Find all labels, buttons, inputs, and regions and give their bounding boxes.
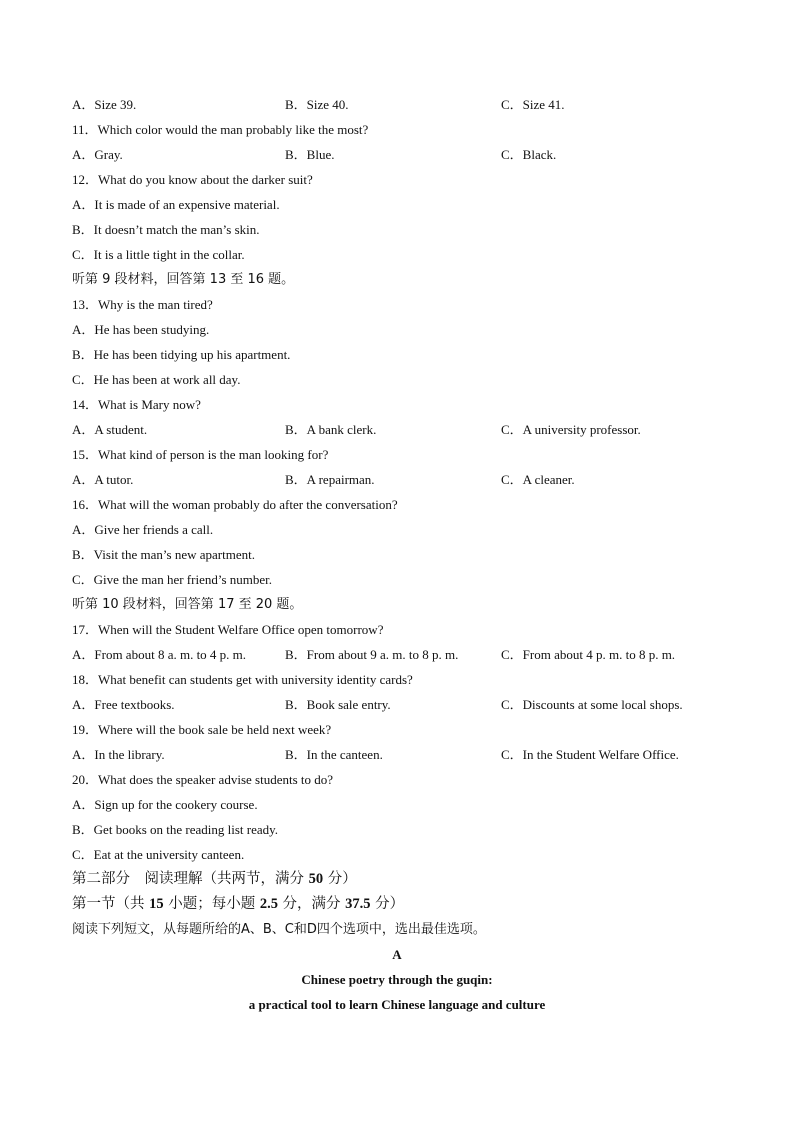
q18-option-c: C．Discounts at some local shops. — [501, 697, 683, 712]
section-1-mid1: 小题；每小题 — [163, 896, 260, 912]
q16-stem: 16．What will the woman probably do after the conversation? — [72, 497, 398, 512]
q15-option-c: C．A cleaner. — [501, 472, 575, 487]
q19-stem: 19．Where will the book sale be held next week? — [72, 722, 332, 737]
section-1-count: 15 — [149, 896, 164, 912]
q18-options — [72, 692, 722, 717]
part-2-heading-post: 分） — [323, 871, 357, 887]
q13-option-c: C．He has been at work all day. — [72, 372, 241, 387]
q17-options — [72, 642, 722, 667]
part-2-heading — [72, 867, 722, 892]
q17-stem: 17．When will the Student Welfare Office open tomorrow? — [72, 622, 384, 637]
part-2-score: 50 — [308, 871, 324, 887]
q14-option-b: B．A bank clerk. — [285, 422, 377, 437]
passage-9-instruction: 听第 9 段材料，回答第 13 至 16 题。 — [72, 272, 295, 287]
q14-option-a: A．A student. — [72, 422, 148, 437]
q20-stem: 20．What does the speaker advise students to do? — [72, 772, 334, 787]
q12-option-a: A．It is made of an expensive material. — [72, 197, 280, 212]
q19-option-c: C．In the Student Welfare Office. — [501, 747, 679, 762]
section-1-pre: 第一节（共 — [72, 896, 150, 912]
q13-option-b: B．He has been tidying up his apartment. — [72, 347, 291, 362]
q14-option-c: C．A university professor. — [501, 422, 641, 437]
q14-options — [72, 417, 722, 442]
q12-stem: 12．What do you know about the darker suit? — [72, 172, 313, 187]
q15-stem: 15．What kind of person is the man looking for? — [72, 447, 329, 462]
q13-stem: 13．Why is the man tired? — [72, 297, 213, 312]
q20-option-a: A．Sign up for the cookery course. — [72, 797, 258, 812]
q13-option-a: A．He has been studying. — [72, 322, 210, 337]
q11-option-c: C．Black. — [501, 147, 557, 162]
section-1-post: 分） — [370, 896, 405, 912]
q16-option-c: C．Give the man her friend’s number. — [72, 572, 273, 587]
q10-options — [72, 92, 722, 117]
q18-option-b: B．Book sale entry. — [285, 697, 391, 712]
q15-options — [72, 467, 722, 492]
q17-option-a: A．From about 8 a. m. to 4 p. m. — [72, 647, 247, 662]
section-1-heading — [72, 892, 722, 917]
article-title-line-2: a practical tool to learn Chinese language and culture — [248, 997, 546, 1012]
q16-option-a: A．Give her friends a call. — [72, 522, 214, 537]
q19-options — [72, 742, 722, 767]
q15-option-a: A．A tutor. — [72, 472, 134, 487]
q17-option-b: B．From about 9 a. m. to 8 p. m. — [285, 647, 459, 662]
page-content — [72, 92, 722, 1017]
reading-instruction: 阅读下列短文，从每题所给的A、B、C和D四个选项中，选出最佳选项。 — [72, 922, 486, 937]
passage-10-instruction: 听第 10 段材料，回答第 17 至 20 题。 — [72, 597, 303, 612]
article-title-line-1: Chinese poetry through the guqin: — [301, 972, 493, 987]
q20-option-c: C．Eat at the university canteen. — [72, 847, 245, 862]
section-1-total: 37.5 — [345, 896, 371, 912]
section-1-each: 2.5 — [259, 896, 278, 912]
q10-option-c: C．Size 41. — [501, 97, 565, 112]
q20-option-b: B．Get books on the reading list ready. — [72, 822, 279, 837]
q10-option-a: A．Size 39. — [72, 97, 137, 112]
passage-label: A — [392, 947, 402, 962]
part-2-heading-pre: 第二部分 阅读理解（共两节，满分 — [72, 871, 309, 887]
q18-stem: 18．What benefit can students get with university identity cards? — [72, 672, 413, 687]
q11-option-b: B．Blue. — [285, 147, 335, 162]
section-1-mid2: 分，满分 — [277, 896, 346, 912]
q12-option-b: B．It doesn’t match the man’s skin. — [72, 222, 260, 237]
q11-options — [72, 142, 722, 167]
q14-stem: 14．What is Mary now? — [72, 397, 201, 412]
q11-stem: 11．Which color would the man probably like the most? — [72, 122, 369, 137]
q18-option-a: A．Free textbooks. — [72, 697, 175, 712]
q17-option-c: C．From about 4 p. m. to 8 p. m. — [501, 647, 676, 662]
q11-option-a: A．Gray. — [72, 147, 123, 162]
q19-option-a: A．In the library. — [72, 747, 165, 762]
q10-option-b: B．Size 40. — [285, 97, 349, 112]
q19-option-b: B．In the canteen. — [285, 747, 383, 762]
q12-option-c: C．It is a little tight in the collar. — [72, 247, 245, 262]
q16-option-b: B．Visit the man’s new apartment. — [72, 547, 255, 562]
q15-option-b: B．A repairman. — [285, 472, 375, 487]
